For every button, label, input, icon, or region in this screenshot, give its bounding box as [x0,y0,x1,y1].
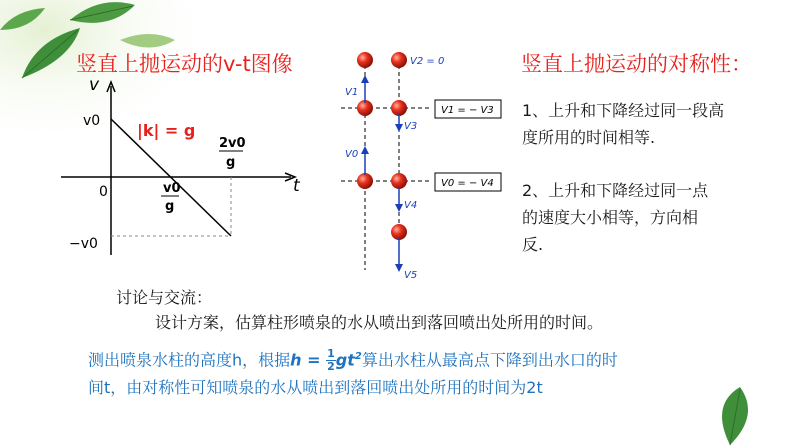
v0-dir-label: V0 [345,149,359,160]
point-2-line-1: 2、上升和下降经过同一点 [522,181,709,200]
svg-text:V1 = − V3: V1 = − V3 [441,105,494,116]
origin-label: 0 [99,184,108,200]
answer-line-1-start: 测出喷泉水柱的高度h，根据 [88,350,291,370]
point-1-line-1: 1、上升和下降经过同一段高 [522,101,725,120]
point-1-line-2: 度所用的时间相等. [522,128,656,147]
answer-line-1-end: 算出水柱从最高点下降到出水口的时 [361,350,618,370]
discussion-task: 设计方案，估算柱形喷泉的水从喷出到落回喷出处所用的时间。 [155,313,604,332]
vt-graph-title: 竖直上抛运动的v-t图像 [76,52,293,76]
ball-top-right [391,52,407,68]
v3-label: V3 [404,121,418,132]
point-1 [522,97,724,151]
symmetry-diagram [335,45,515,285]
answer-line-2: 间t，由对称性可知喷泉的水从喷出到落回喷出处所用的时间为2t [88,378,543,397]
v2-label: V2 = 0 [410,56,445,67]
v1-label: V1 [345,87,359,98]
answer-formula: h = $\frac{1}{2}$ $gt^2$ [290,347,362,374]
half-time-num: v0 [163,181,181,196]
point-2-line-2: 的速度大小相等，方向相 [522,208,699,227]
symmetry-title: 竖直上抛运动的对称性： [521,52,752,76]
vt-graph [55,70,320,260]
v0-label: v0 [83,113,101,129]
svg-text:V0 = − V4: V0 = − V4 [441,178,494,189]
neg-v0-label: −v0 [69,236,98,252]
ball-lower-left [357,173,373,189]
half-time-den: g [165,199,175,214]
ball-lower-right [391,173,407,189]
v-axis-label: v [89,75,100,95]
ball-bottom [391,224,407,240]
answer-line-1 [88,341,618,375]
v4-label: V4 [404,200,418,211]
full-time-den: g [226,155,236,170]
ball-top-left [357,52,373,68]
point-2 [522,177,708,258]
point-2-line-3: 反. [522,235,544,254]
slope-label: |k| = g [137,121,196,140]
v5-label: V5 [404,270,418,281]
full-time-num: 2v0 [219,136,246,151]
t-axis-label: t [293,176,300,196]
discussion-heading: 讨论与交流： [116,288,213,307]
leaf-decoration-bottom-right [700,385,794,447]
